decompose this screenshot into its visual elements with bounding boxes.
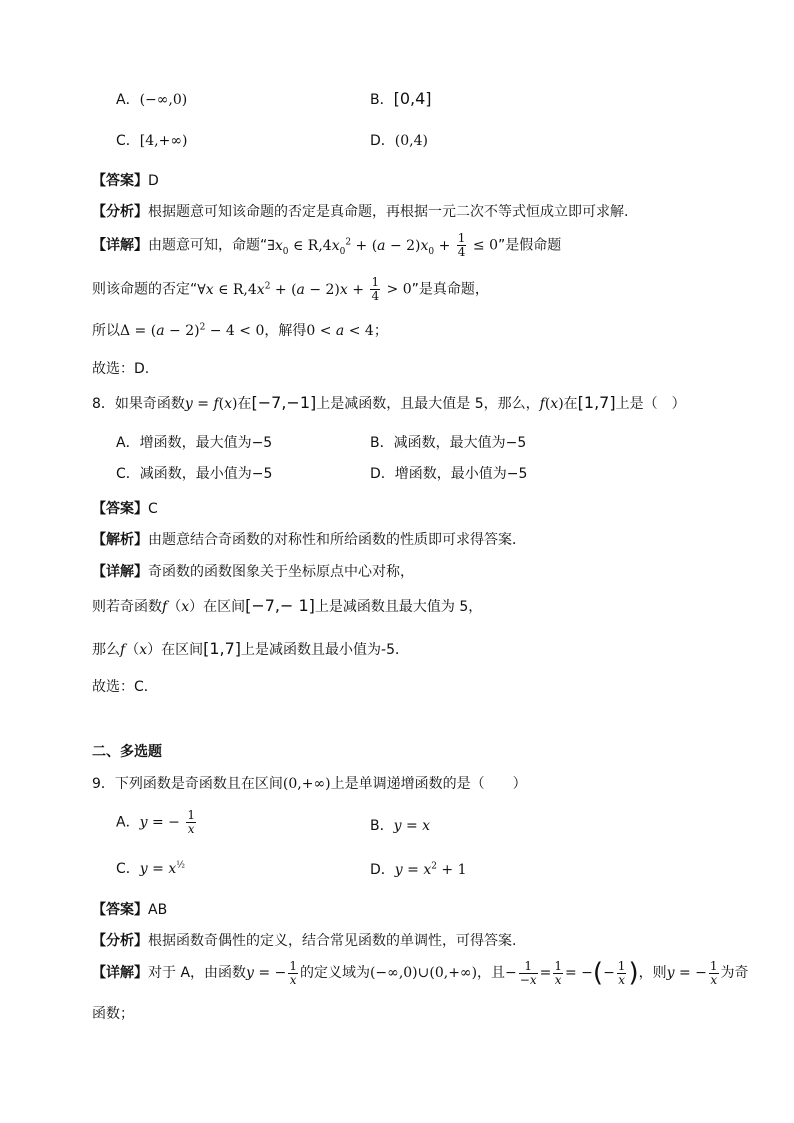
q8-analysis: 【解析】由题意结合奇函数的对称性和所给函数的性质即可求得答案． [92, 532, 526, 548]
q7-option-b: B．[0,4] [370, 89, 432, 108]
q7-option-d: D．(0,4) [370, 133, 428, 149]
q8-detail-line-1: 【详解】奇函数的函数图象关于坐标原点中心对称， [92, 564, 414, 580]
section-title: 二、多选题 [92, 744, 162, 760]
q9-analysis: 【分析】根据函数奇偶性的定义，结合常见函数的单调性，可得答案. [92, 933, 517, 949]
q8-conclusion: 故选：C． [92, 679, 158, 695]
q8-option-a: A．增函数，最大值为−5 [116, 435, 273, 451]
q7-option-c: C．[4,+∞) [116, 133, 188, 149]
q7-detail-line-1: 【详解】由题意可知，命题“$\exists x_0$ ∈ $R,4x_0^2 + (a - 2)x_0$ + $\frac{1}{4}$ ≤ 0”是假命题 [92, 231, 562, 259]
q8-option-b: B．减函数，最大值为−5 [370, 435, 527, 451]
q9-detail-line-1: 【详解】对于 A，由函数y = − $\frac{1}{x}$ 的定义域为(−∞,0)∪(0,+∞)，且− $\frac{1}{-x}$ = $\frac{1}{x}$ = −(− $\frac{1}{x}$ )，则y = − $\frac{1}{x}$ 为奇 [92, 958, 749, 988]
q7-detail-line-3: 所以$\Delta = (a - 2)^2 - 4 < 0$，解得0 < a < 4； [92, 322, 388, 339]
q7-answer: 【答案】D [92, 173, 159, 189]
q8-detail-line-2: 则若奇函数f（x）在区间[−7,− 1]上是减函数且最大值为 5， [92, 596, 483, 615]
q8-answer: 【答案】C [92, 501, 158, 517]
q9-answer: 【答案】AB [92, 902, 168, 918]
q8-detail-line-3: 那么f（x）在区间[1,7]上是减函数且最小值为-5． [92, 639, 409, 658]
q9-option-d: D．$y = x^2 + 1$ [370, 861, 467, 878]
q7-analysis: 【分析】根据题意可知该命题的否定是真命题，再根据一元二次不等式恒成立即可求解. [92, 204, 629, 220]
q9-option-a: A．y = − $\frac{1}{x}$ [116, 808, 195, 836]
q9-stem: 9．下列函数是奇函数且在区间(0,+∞)上是单调递增函数的是（ ） [92, 776, 527, 792]
q7-option-a: A．(−∞,0) [116, 92, 188, 108]
q9-option-b: B．y = x [370, 818, 431, 834]
q8-option-c: C．减函数，最小值为−5 [116, 466, 273, 482]
q7-conclusion: 故选：D. [92, 361, 150, 377]
q9-option-c: C．$y = x^{\frac{1}{2}}$ [116, 860, 185, 877]
q8-stem: 8．如果奇函数y = f(x)在[−7,−1]上是减函数，且最大值是 5，那么，f(x)在[1,7]上是（ ） [92, 393, 686, 412]
q7-detail-line-2: 则该命题的否定“∀x ∈ $R,4x^2 + (a - 2)x$ + $\frac{1}{4}$ > 0”是真命题， [92, 275, 489, 303]
q9-detail-line-2: 函数； [92, 1006, 134, 1022]
q8-option-d: D．增函数，最小值为−5 [370, 466, 528, 482]
